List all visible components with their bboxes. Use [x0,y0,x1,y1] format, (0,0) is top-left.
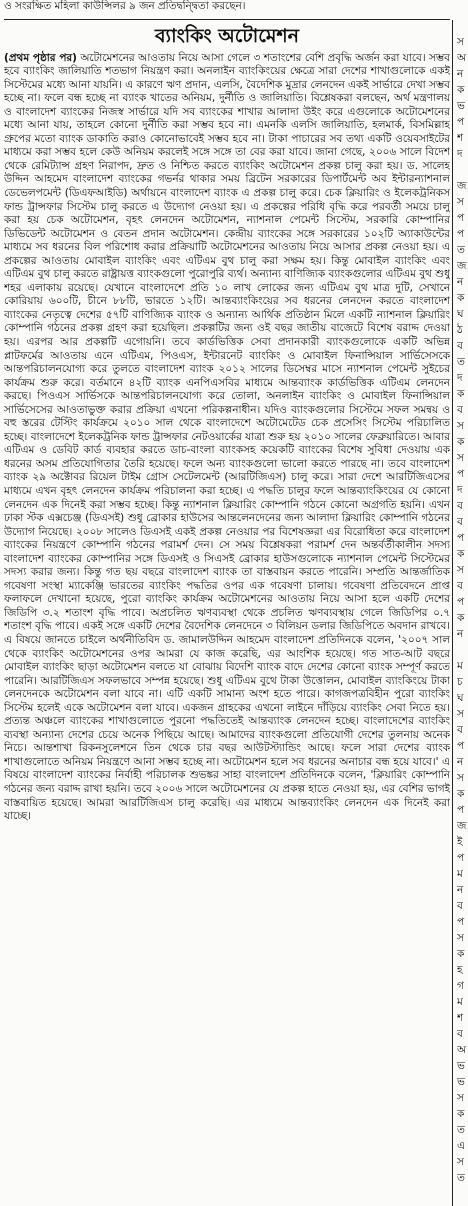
article-text: অটোমেশনের আওতায় নিয়ে আসা গেলে ৩ শতাংশের বেশি প্রবৃদ্ধি অর্জন করা যাবে। সম্ভব হবে ব্যাংকিং জালিয়াতি শতভাগ নিয়ন্ত্রণ করা। অনলাইন ব্যাংকিংয়ের ক্ষেত্রে সারা দেশের শাখাগুলোকে একই সিস্টেমের মধ্যে আনা যায়নি। এ কারণে ঋণ প্রদান, এলসি, বৈদেশিক মুদ্রার লেনদেন একই সার্ভারে দেখা সম্ভব হচ্ছে না। ফলে বন্ধ হচ্ছে না ব্যাংক খাতের অনিয়ম, দুর্নীতি ও জালিয়াতি। বিশ্লেষকরা বলছেন, অর্থ মন্ত্রণালয় ও বাংলাদেশ ব্যাংকের নিজস্ব সার্ভারে যদি সব ব্যাংকের শাখার আলাদা উইং করে এগুলোকে অটোমেশনের মধ্যে আনা যায়, তাহলে কোনো দুর্নীতি করা সম্ভব হবে না। এমনকি এলসি জালিয়াতি, হলমার্ক, বিসমিল্লাহ গ্রুপের মতো ব্যাংক ডাকাতি করাও কোনোভাবেই সম্ভব হবে না। টাকা পাচারের সব তথ্য একটি ওয়েবসাইটের মাধ্যমে করা সম্ভব হলে কেউ অনিয়ম করলেই সঙ্গে সঙ্গে তা বের করা যাবে। জানা গেছে, ২০০৬ সালে বিদেশ থেকে রেমিট্যান্স গ্রহণ নিরাপদ, দ্রুত ও নিশ্চিত করতে ব্যাংকিং অটোমেশন প্রকল্প চালু করা হয়। ড. সালেহ উদ্দিন আহমেদ বাংলাদেশ ব্যাংকের গভর্নর থাকার সময় ব্রিটেন সরকারের ডিপার্টমেন্ট অব ইন্টারন্যাশনাল ডেভেলপমেন্ট (ডিএফআইডি) অর্থায়নে বাংলাদেশ ব্যাংক এ প্রকল্প চালু করে। চেক ক্লিয়ারিং ও ইলেকট্রনিকস ফান্ড ট্রান্সফার সিস্টেম চালু করতে এ উদ্যোগ নেওয়া হয়। এ প্রকল্পের পরিধি বৃদ্ধি করে পরবর্তী সময়ে চালু করা হয় চেক অটোমেশন, বৃহৎ লেনদেন অটোমেশন, ন্যাশনাল পেমেন্ট সিস্টেম, সরকারি কোম্পানির ডিভিডেন্ট অটোমেশন ও বেতন প্রদান অটোমেশন। কেন্দ্রীয় ব্যাংকের সঙ্গে সরকারের ১০২টি অ্যাকাউন্টের মাধ্যমে সব ধরনের বিল পরিশোধ করার প্রক্রিয়াটি অটোমেশনের আওতায় নিয়ে আসার প্রকল্প নেওয়া হয়। এ প্রকল্পের আওতায় মোবাইল ব্যাংকিং এবং এটিএম বুথ চালু করা সক্ষম হয়। কিন্তু মোবাইল ব্যাংকিং এবং এটিএম বুথ চালু করতে রাষ্ট্রায়ত্ত ব্যাংকগুলো পুরোপুরি ব্যর্থ। অন্যান্য বাণিজ্যিক ব্যাংকগুলোর এটিএম বুথ শুধু শহর এলাকায় রয়েছে। যেখানে বাংলাদেশে প্রতি ১০ লাখ লোকের জন্য এটিএম বুথ মাত্র দুটি, সেখানে কোরিয়ায় ৬০০টি, চীনে ৮৮টি, ভারতে ১২টি। আন্তব্যাংকিংয়ের সব ধরনের লেনদেন করতে বাংলাদেশ ব্যাংকের নেতৃত্বে দেশের ৫৭টি বাণিজ্যিক ব্যাংক ও অন্যান্য আর্থিক প্রতিষ্ঠান মিলে একটি ন্যাশনাল ক্লিয়ারিং কোম্পানি গঠনের প্রকল্প গ্রহণ করা হয়েছিল। প্রকল্পটির জন্য ওই বছর জাতীয় বাজেটে বিশেষ বরাদ্দ দেওয়া হয়। এরপর আর প্রকল্পটি এগোয়নি। তবে কার্ডভিত্তিক সেবা প্রদানকারী ব্যাংকগুলোকে একটি অভিন্ন প্লাটফর্মের আওতায় এনে এটিএম, পিওএস, ইন্টারনেট ব্যাংকিং ও মোবাইল ফিনান্সিয়াল সার্ভিসেসকে আন্তপরিচালনযোগ্য করে তুলতে বাংলাদেশ ব্যাংক ২০১২ সালের ডিসেম্বর মাসে ন্যাশনাল পেমেন্ট সুইচের কার্যক্রম শুরু করে। বর্তমানে ৪২টি ব্যাংক এনপিএসবির মাধ্যমে আন্তব্যাংক কার্ডভিত্তিক এটিএম লেনদেন করছে। পিওএস সার্ভিসকে আন্তপরিচালনযোগ্য করে তোলা, অনলাইন ব্যাংকিং ও মোবাইল ফিনান্সিয়াল সার্ভিসেসের আওতাভুক্ত করার প্রক্রিয়া এখনো পরিকল্পনাধীন। যদিও ব্যাংকগুলোর সিস্টেমে সফল সমন্বয় ও বহু স্তরের টেস্টিং কার্যক্রমে ২০১০ সাল থেকে বাংলাদেশে অটোমেটেড চেক প্রসেসিং সিস্টেম পরিচালিত হচ্ছে। বাংলাদেশে ইলেকট্রনিক ফান্ড ট্রান্সফার নেটওয়ার্কের যাত্রা শুরু হয় ২০১০ সালের ফেব্রুয়ারিতে। আবার এটিএম ও ডেবিট কার্ড ব্যবহার করতে ডাচ-বাংলা ব্যাংকসহ কয়েকটি ব্যাংকের বিশেষ সুবিধা দেওয়ায় এক ধরনের অসম প্রতিযোগিতার তৈরি হয়েছে। ফলে অন্য ব্যাংকগুলো ভালো করতে পারছে না। তবে বাংলাদেশ ব্যাংক ২৯ অক্টোবর রিয়েল টাইম গ্রোস সেটেলমেন্ট (আরটিজিএস) চালু করে। সারা দেশে আরটিজিএসের মাধ্যমে এখন বৃহৎ লেনদেন কার্যক্রম পরিচালনা করা হচ্ছে। এ পদ্ধতি চালুর ফলে আন্তব্যাংকিংয়ের যে কোনো লেনদেন এক দিনেই করা সম্ভব হচ্ছে। কিন্তু ন্যাশনাল ক্লিয়ারিং কোম্পানি গঠনে কোনো অগ্রগতি হয়নি। এখন ঢাকা স্টক এক্সচেঞ্জ (ডিএসই) শুধু ব্রোকার হাউসের আন্তলেনদেনের জন্য আলাদা ক্লিয়ারিং কোম্পানি গঠনের উদ্যোগ নিয়েছে। ২০০৮ সালেও ডিএসই একই প্রকল্প নেওয়ার পর বিশেষজ্ঞরা এর বিরোধিতা করে বাংলাদেশ ব্যাংকের নিয়ন্ত্রণে কোম্পানি গঠনের পরামর্শ দেন। সে সময় বিশ্লেষকরা পরামর্শ দেন অন্তর্বর্তীকালীন সদস্য বাংলাদেশ ব্যাংকের কোম্পানির সঙ্গে ডিএসই ও সিএসই ব্রোকার হাউসগুলোকে ন্যাশনাল পেমেন্ট সিস্টেমের সদস্য করার জন্য। কিন্তু গত ছয় বছরে বাংলাদেশ ব্যাংক তা বাস্তবায়ন করতে পারেনি। সম্প্রতি আন্তর্জাতিক গবেষণা সংস্থা ম্যাকেঞ্জি ভারতের ব্যাংকিং পদ্ধতির ওপর এক গবেষণা চালায়। গবেষণা প্রতিবেদনে প্রাপ্ত ফলাফলে দেখানো হয়েছে, পুরো ব্যাংকিং কার্যক্রম অটোমেশনের আওতায় নিয়ে আসা হলে একটি দেশের জিডিপি ৩.২ শতাংশ বৃদ্ধি পাবে। অপ্রচলিত ঋণব্যবস্থা থেকে প্রচলিত ঋণব্যবস্থায় গেলে জিডিপির ০.৭ শতাংশ বৃদ্ধি পাবে। একই সঙ্গে একটি দেশের বৈদেশিক লেনদেনে ৩ বিলিয়ন ডলার জিডিপিতে অবদান রাখবে। এ বিষয়ে জানতে চাইলে অর্থনীতিবিদ ড. জামালউদ্দিন আহমেদ বাংলাদেশ প্রতিদিনকে বলেন, '২০০৭ সাল থেকে ব্যাংকিং অটোমেশনের ওপর আমরা যে কাজ করেছি, এর আংশিক হয়েছে। গত সাত-আট বছরে মোবাইল ব্যাংকিং ছাড়া অটোমেশন বলতে যা বোঝায় বিদেশি ব্যাংক বাদে দেশের কোনো ব্যাংক সম্পূর্ণ করতে পারেনি। আরটিজিএস সফলভাবে সম্পন্ন হয়েছে। শুধু এটিএম বুথে টাকা উত্তোলন, মোবাইল ব্যাংকিংয়ে টাকা লেনদেনকে অটোমেশন বলা যাবে না। এটি একটি সামান্য অংশ হতে পারে। কাগজপত্রবিহীন পুরো ব্যাংকিং সিস্টেম হলেই একে অটোমেশন বলা যাবে। একজন গ্রাহকের এখনো লাইনে দাঁড়িয়ে ব্যাংকিং সেবা নিতে হয়। প্রত্যন্ত অঞ্চলে ব্যাংকের শাখাগুলোতে পুরনো পদ্ধতিতেই আন্তব্যাংক লেনদেন হচ্ছে। বাংলাদেশের ব্যাংকিং ব্যবস্থা অন্যান্য দেশের চেয়ে অনেক পিছিয়ে আছে। আমাদের ব্যাংকগুলো প্রতিযোগী দেশের তুলনায় অনেক নিচে। আন্তশাখা রিকনসুলেশনে তিন থেকে চার বছর আউটস্ট্যান্ডিং আছে। ফলে সারা দেশের ব্যাংক শাখাগুলোতে অনিয়ম নিয়ন্ত্রণে আনা সম্ভব হচ্ছে না। অটোমেশন হলে সব ধরনের অনাচার বন্ধ হয়ে যাবে।' এ বিষয়ে বাংলাদেশ ব্যাংকের নির্বাহী পরিচালক শুভঙ্কর সাহা বাংলাদেশ প্রতিদিনকে বলেন, 'ক্লিয়ারিং কোম্পানি গঠনের জন্য বরাদ্দ রাখা হয়নি। তবে ২০০৬ সালে অটোমেশনের যে প্রকল্প হাতে নেওয়া হয়, এর বেশির ভাগই বাস্তবায়িত হয়েছে। আমরা আরটিজিএস চালু করেছি। এর মাধ্যমে আন্তব্যাংকিং লেনদেন এক দিনেই করা যাচ্ছে। [4,51,450,823]
article-body [4,52,450,824]
headline: ব্যাংকিং অটোমেশন [154,24,299,47]
adjacent-column-fragment: স অ ন ক ভ প শ দ জ স প প ত জ ন ক ঘ ঠ ব ত দ ক ব স ক স প দ ব ব প ক স ব প ক ন ম চ ঘ স ব প ন স ক প জ ই প ম ন ব প স ক হ গ ম শ ব অ ভ ভ স ক ত এ স ত [457,36,467,1184]
continuation-label: (প্রথম পৃষ্ঠার পর) [4,51,77,64]
column-rule [452,20,453,1206]
story-divider [4,19,450,20]
article-column [4,0,450,1206]
previous-story-tail: ও সংরক্ষিত মহিলা কাউন্সিলর ৯ জন প্রতিদ্বন্দ্বিতা করছেন। [4,0,246,12]
